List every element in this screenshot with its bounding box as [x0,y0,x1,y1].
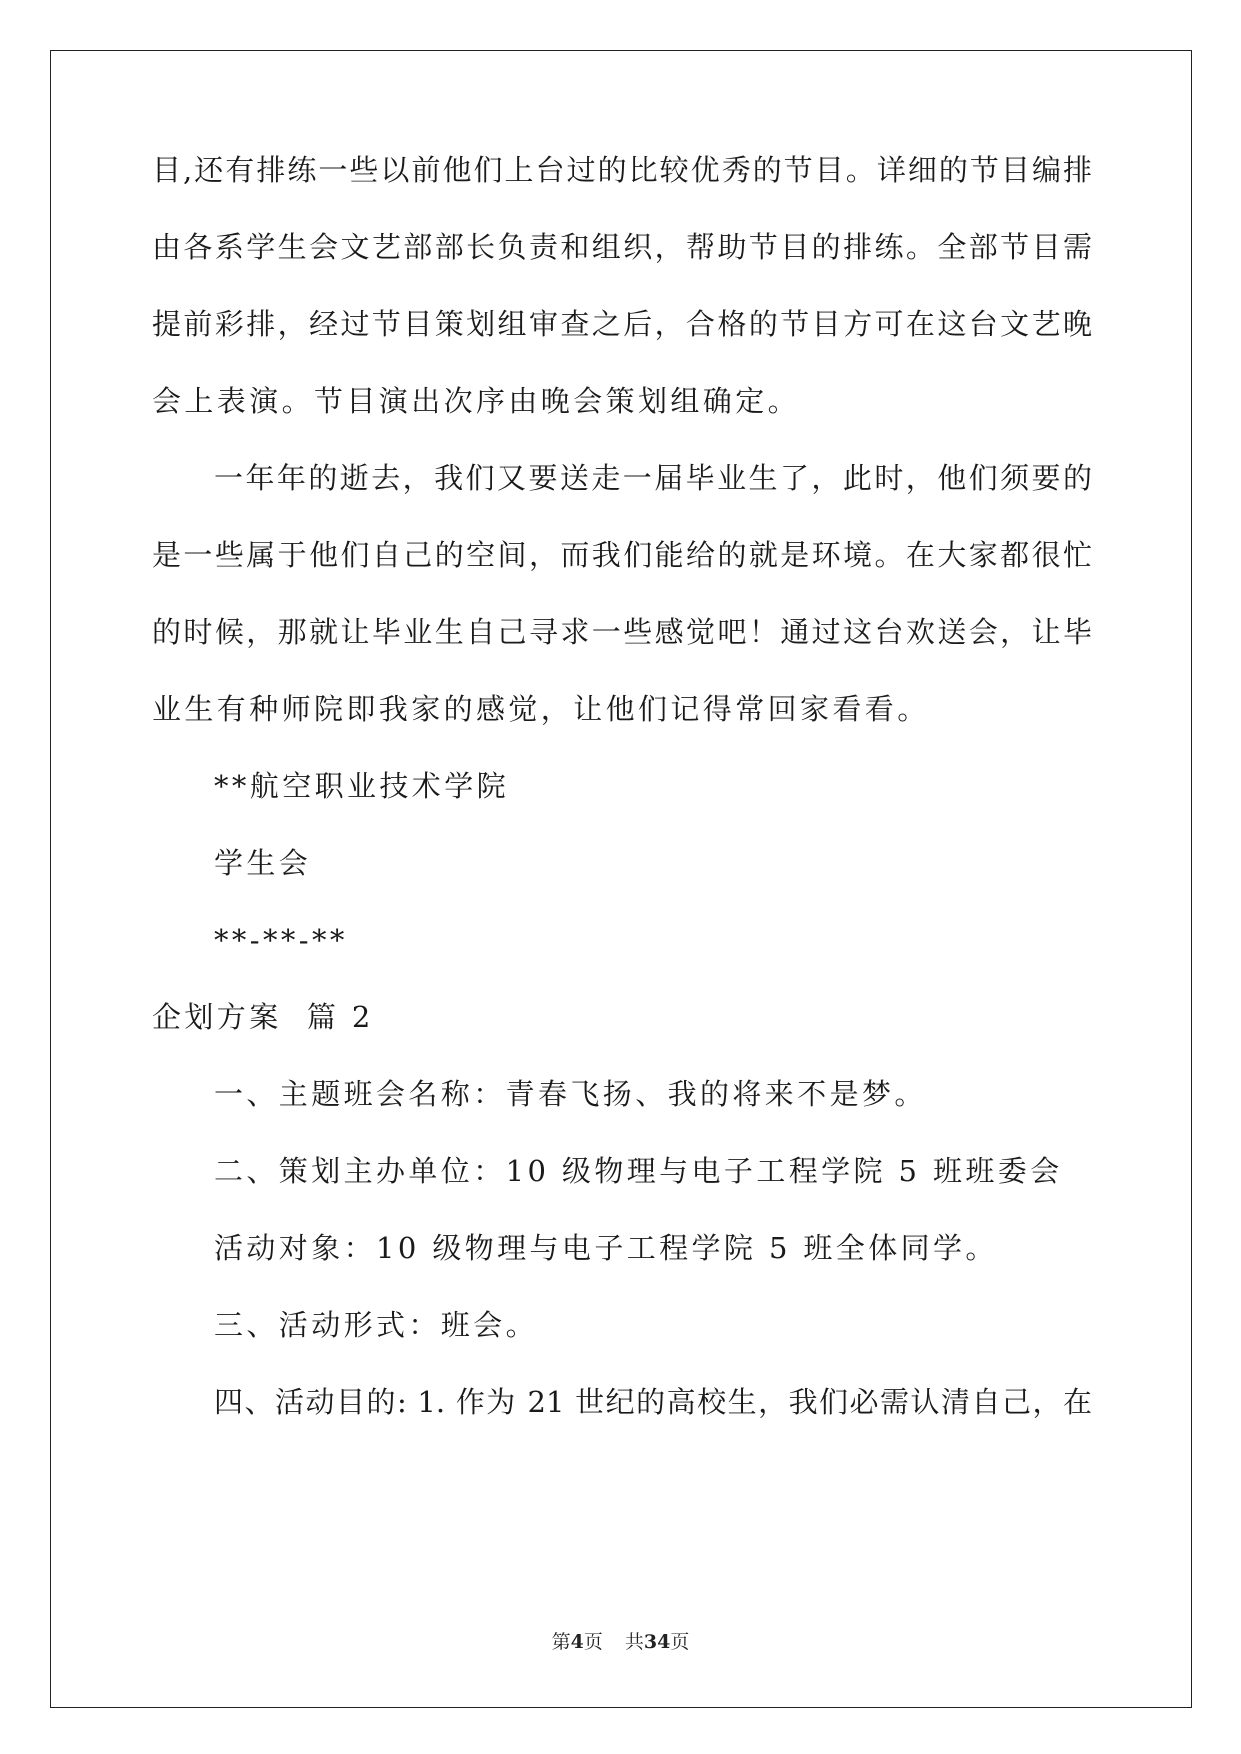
signature-organization: **航空职业技术学院 [214,769,510,803]
list-item: 四、活动目的: 1. 作为 21 世纪的高校生，我们必需认清自己，在 [214,1385,1092,1419]
list-item: 二、策划主办单位：10 级物理与电子工程学院 5 班班委会 [214,1154,1063,1188]
text-line: 提前彩排，经过节目策划组审查之后，合格的节目方可在这台文艺晚 [152,307,1092,341]
section-heading: 企划方案 篇 2 [152,1000,374,1034]
signature-department: 学生会 [214,846,312,880]
list-item: 一、主题班会名称：青春飞扬、我的将来不是梦。 [214,1077,927,1111]
text-line: 业生有种师院即我家的感觉，让他们记得常回家看看。 [152,692,930,726]
footer-total-suffix: 页 [670,1631,690,1653]
list-item: 三、活动形式：班会。 [214,1308,539,1342]
page-footer [0,1630,1241,1654]
list-item: 活动对象：10 级物理与电子工程学院 5 班全体同学。 [214,1231,998,1265]
text-line: 是一些属于他们自己的空间，而我们能给的就是环境。在大家都很忙 [152,538,1092,572]
text-line: 目,还有排练一些以前他们上台过的比较优秀的节目。详细的节目编排 [152,153,1092,187]
text-line: 会上表演。节目演出次序由晚会策划组确定。 [152,384,801,418]
footer-total-pages: 34 [643,1631,671,1653]
footer-page-number: 4 [570,1631,584,1653]
paragraph-first-line: 一年年的逝去，我们又要送走一届毕业生了，此时，他们须要的 [214,461,1092,495]
text-line: 由各系学生会文艺部部长负责和组织，帮助节目的排练。全部节目需 [152,230,1092,264]
footer-total-prefix: 共 [624,1631,644,1653]
footer-page-prefix: 第 [551,1631,571,1653]
text-line: 的时候，那就让毕业生自己寻求一些感觉吧！通过这台欢送会，让毕 [152,615,1092,649]
signature-date: **-**-** [214,923,348,957]
footer-page-suffix: 页 [583,1631,603,1653]
